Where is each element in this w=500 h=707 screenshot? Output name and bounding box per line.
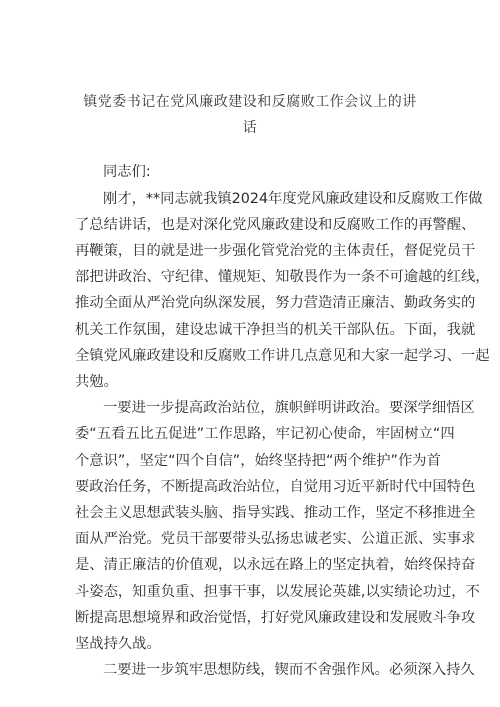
- paragraph-line: 要政治任务，不断提高政治站位，自觉用习近平新时代中国特色: [75, 479, 476, 495]
- paragraph-line: 一要进一步提高政治站位，旗帜鲜明讲政治。要深学细悟区: [103, 400, 475, 416]
- paragraph-line: 刚才，**同志就我镇2024年度党风廉政建设和反腐败工作做: [103, 191, 483, 207]
- document-title-line-2: 话: [242, 120, 258, 136]
- paragraph-line: 是、清正廉洁的价值观，以永远在路上的坚定执着，始终保持奋: [75, 557, 476, 573]
- paragraph-line: 断提高思想境界和政治觉悟，打好党风廉政建设和发展败斗争攻: [75, 610, 476, 626]
- paragraph-line: 斗姿态，知重负重、担事干事，以发展论英雄,以实绩论功过，不: [75, 584, 480, 600]
- salutation: 同志们:: [103, 164, 151, 180]
- paragraph-line: 了总结讲话，也是对深化党风廉政建设和反腐败工作的再警醒、: [75, 217, 476, 233]
- paragraph-line: 社会主义思想武装头脑、指导实践、推动工作，坚定不移推进全: [75, 505, 476, 521]
- paragraph-line: 面从严治党。党员干部要带头弘扬忠诚老实、公道正派、实事求: [75, 531, 476, 547]
- paragraph-line: 二要进一步筑牢思想防线，锲而不舍强作风。必须深入持久: [103, 662, 475, 678]
- paragraph-line: 个意识”，坚定“四个自信”，始终坚持把“两个维护”作为首: [75, 453, 441, 469]
- paragraph-line: 推动全面从严治党向纵深发展，努力营造清正廉洁、勤政务实的: [75, 295, 476, 311]
- paragraph-line: 坚战持久战。: [75, 636, 161, 652]
- paragraph-line: 委“五看五比五促进”工作思路，牢记初心使命，牢固树立“四: [75, 426, 455, 442]
- paragraph-line: 共勉。: [75, 374, 118, 390]
- paragraph-line: 全镇党风廉政建设和反腐败工作讲几点意见和大家一起学习、一起: [75, 348, 490, 364]
- paragraph-line: 再鞭策，目的就是进一步强化管党治党的主体责任，督促党员干: [75, 243, 476, 259]
- document-title-line-1: 镇党委书记在党风廉政建设和反腐败工作会议上的讲: [83, 94, 417, 110]
- paragraph-line: 机关工作氛围，建设忠诚干净担当的机关干部队伍。下面，我就: [75, 322, 476, 338]
- paragraph-line: 部把讲政治、守纪律、懂规矩、知敬畏作为一条不可逾越的红线，: [75, 269, 490, 285]
